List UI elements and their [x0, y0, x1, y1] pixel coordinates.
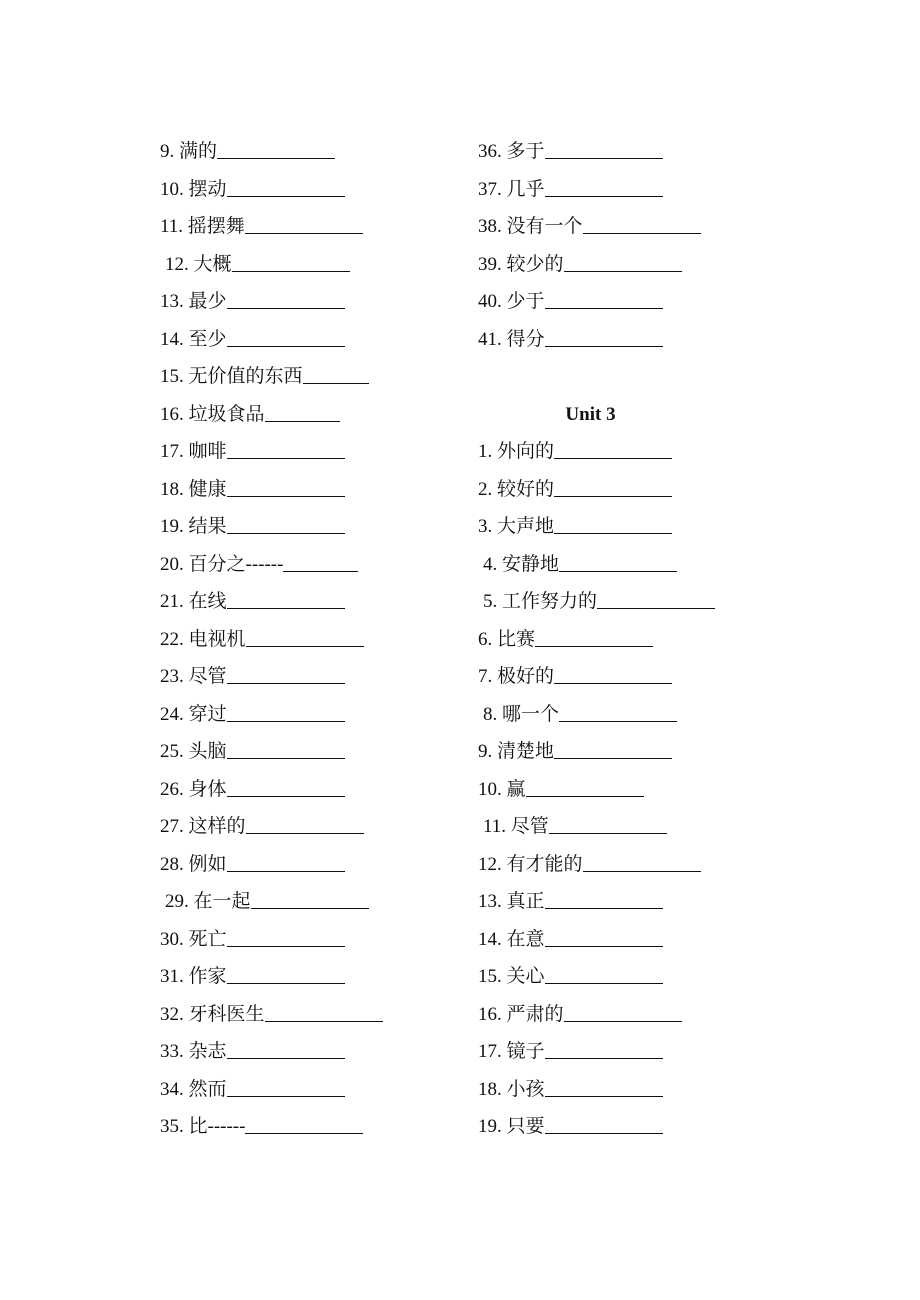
answer-blank[interactable] [217, 140, 335, 159]
answer-blank[interactable] [227, 853, 345, 872]
section-spacer [478, 358, 715, 396]
answer-blank[interactable] [583, 215, 701, 234]
list-item: 27. 这样的 [160, 808, 383, 846]
list-item: 29. 在一起 [160, 883, 383, 921]
answer-blank[interactable] [549, 815, 667, 834]
unit-heading: Unit 3 [565, 403, 616, 425]
list-item: 18. 健康 [160, 471, 383, 509]
list-item: 17. 咖啡 [160, 433, 383, 471]
list-item: 10. 赢 [478, 771, 715, 809]
list-item: 30. 死亡 [160, 921, 383, 959]
list-item: 32. 牙科医生 [160, 996, 383, 1034]
answer-blank[interactable] [545, 1078, 663, 1097]
list-item: 20. 百分之------ [160, 546, 383, 584]
answer-blank[interactable] [246, 628, 364, 647]
list-item: 40. 少于 [478, 283, 715, 321]
list-item: 28. 例如 [160, 846, 383, 884]
answer-blank[interactable] [245, 1115, 363, 1134]
answer-blank[interactable] [265, 403, 340, 422]
list-item: 22. 电视机 [160, 621, 383, 659]
left-column [160, 133, 383, 1146]
right-column [478, 133, 715, 1146]
answer-blank[interactable] [303, 365, 369, 384]
list-item: 15. 关心 [478, 958, 715, 996]
list-item: 25. 头脑 [160, 733, 383, 771]
answer-blank[interactable] [583, 853, 701, 872]
list-item: 14. 在意 [478, 921, 715, 959]
list-item: 31. 作家 [160, 958, 383, 996]
answer-blank[interactable] [545, 928, 663, 947]
answer-blank[interactable] [554, 515, 672, 534]
answer-blank[interactable] [597, 590, 715, 609]
answer-blank[interactable] [227, 1040, 345, 1059]
list-item: 14. 至少 [160, 321, 383, 359]
answer-blank[interactable] [227, 440, 345, 459]
list-item: 6. 比赛 [478, 621, 715, 659]
list-item: 39. 较少的 [478, 246, 715, 284]
answer-blank[interactable] [245, 215, 363, 234]
list-item: 36. 多于 [478, 133, 715, 171]
list-item: 15. 无价值的东西 [160, 358, 383, 396]
list-item: 11. 摇摆舞 [160, 208, 383, 246]
list-item: 33. 杂志 [160, 1033, 383, 1071]
list-item: 10. 摆动 [160, 171, 383, 209]
answer-blank[interactable] [227, 290, 345, 309]
list-item: 13. 最少 [160, 283, 383, 321]
list-item: 12. 有才能的 [478, 846, 715, 884]
list-item: 1. 外向的 [478, 433, 715, 471]
list-item: 21. 在线 [160, 583, 383, 621]
list-item: 34. 然而 [160, 1071, 383, 1109]
answer-blank[interactable] [227, 703, 345, 722]
answer-blank[interactable] [227, 1078, 345, 1097]
answer-blank[interactable] [246, 815, 364, 834]
list-item: 12. 大概 [160, 246, 383, 284]
answer-blank[interactable] [227, 778, 345, 797]
answer-blank[interactable] [545, 178, 663, 197]
answer-blank[interactable] [559, 703, 677, 722]
answer-blank[interactable] [535, 628, 653, 647]
list-item: 8. 哪一个 [478, 696, 715, 734]
list-item: 23. 尽管 [160, 658, 383, 696]
answer-blank[interactable] [554, 740, 672, 759]
list-item: 9. 清楚地 [478, 733, 715, 771]
answer-blank[interactable] [526, 778, 644, 797]
list-item: 24. 穿过 [160, 696, 383, 734]
answer-blank[interactable] [227, 740, 345, 759]
answer-blank[interactable] [227, 965, 345, 984]
list-item: 19. 结果 [160, 508, 383, 546]
answer-blank[interactable] [554, 478, 672, 497]
list-item: 4. 安静地 [478, 546, 715, 584]
list-item: 35. 比------ [160, 1108, 383, 1146]
answer-blank[interactable] [227, 590, 345, 609]
answer-blank[interactable] [545, 965, 663, 984]
answer-blank[interactable] [545, 890, 663, 909]
answer-blank[interactable] [545, 328, 663, 347]
list-item: 2. 较好的 [478, 471, 715, 509]
answer-blank[interactable] [227, 178, 345, 197]
answer-blank[interactable] [265, 1003, 383, 1022]
answer-blank[interactable] [227, 928, 345, 947]
answer-blank[interactable] [545, 140, 663, 159]
list-item: 7. 极好的 [478, 658, 715, 696]
answer-blank[interactable] [564, 1003, 682, 1022]
answer-blank[interactable] [227, 328, 345, 347]
list-item: 18. 小孩 [478, 1071, 715, 1109]
answer-blank[interactable] [251, 890, 369, 909]
list-item: 17. 镜子 [478, 1033, 715, 1071]
list-item: 11. 尽管 [478, 808, 715, 846]
list-item: 3. 大声地 [478, 508, 715, 546]
list-item: 13. 真正 [478, 883, 715, 921]
list-item: 19. 只要 [478, 1108, 715, 1146]
list-item: 16. 垃圾食品 [160, 396, 383, 434]
answer-blank[interactable] [283, 553, 358, 572]
list-item: 38. 没有一个 [478, 208, 715, 246]
answer-blank[interactable] [227, 665, 345, 684]
list-item: 9. 满的 [160, 133, 383, 171]
answer-blank[interactable] [545, 290, 663, 309]
answer-blank[interactable] [227, 478, 345, 497]
list-item: 26. 身体 [160, 771, 383, 809]
answer-blank[interactable] [227, 515, 345, 534]
answer-blank[interactable] [564, 253, 682, 272]
answer-blank[interactable] [232, 253, 350, 272]
list-item: 16. 严肃的 [478, 996, 715, 1034]
answer-blank[interactable] [554, 440, 672, 459]
answer-blank[interactable] [559, 553, 677, 572]
answer-blank[interactable] [554, 665, 672, 684]
list-item: 41. 得分 [478, 321, 715, 359]
answer-blank[interactable] [545, 1115, 663, 1134]
answer-blank[interactable] [545, 1040, 663, 1059]
list-item: 37. 几乎 [478, 171, 715, 209]
list-item: 5. 工作努力的 [478, 583, 715, 621]
